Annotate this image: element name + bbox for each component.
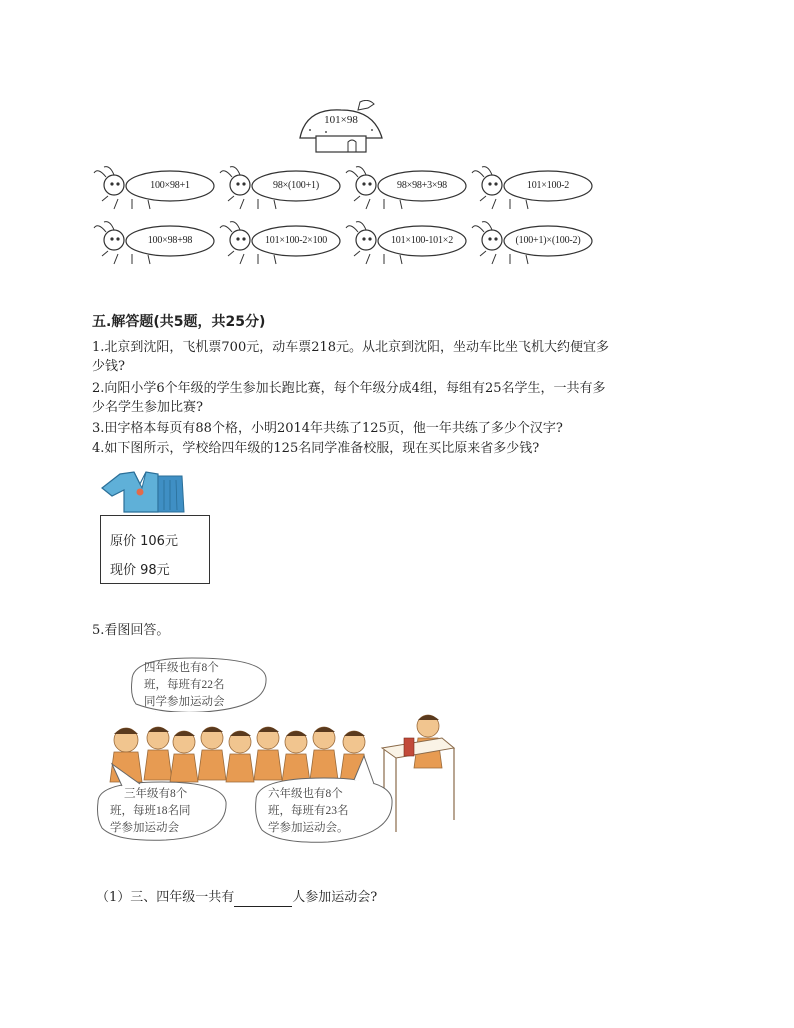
ant-expression: 100×98+1 bbox=[150, 180, 190, 191]
question-1-line-2: 少钱? bbox=[92, 359, 125, 374]
ant-card bbox=[92, 163, 218, 213]
ant-card bbox=[218, 163, 344, 213]
ant-expression: (100+1)×(100-2) bbox=[515, 235, 581, 246]
ant-expression: 101×100-2 bbox=[526, 180, 570, 191]
question-4: 4.如下图所示，学校给四年级的125名同学准备校服，现在买比原来省多少钱? bbox=[92, 441, 540, 456]
ant-expression: 101×100-2×100 bbox=[264, 235, 327, 246]
ant-row-2 bbox=[92, 218, 612, 268]
current-price: 现价 98元 bbox=[110, 563, 170, 578]
ant-card bbox=[470, 163, 596, 213]
speech-bubble-grade-6: 六年级也有8个 班，每班有23名 学参加运动会。 bbox=[268, 788, 349, 834]
question-2-line-2: 少名学生参加比赛? bbox=[92, 400, 203, 415]
school-uniform-illustration bbox=[98, 466, 188, 516]
ant-card bbox=[470, 218, 596, 268]
ant-card bbox=[218, 218, 344, 268]
sub-question-prefix: （1）三、四年级一共有 bbox=[96, 890, 235, 905]
ant-row-1 bbox=[92, 163, 612, 213]
sub-question-suffix: 人参加运动会? bbox=[292, 890, 378, 905]
question-2-line-1: 2.向阳小学6个年级的学生参加长跑比赛，每个年级分成4组，每组有25名学生，一共有多 bbox=[92, 381, 606, 396]
sports-meeting-illustration bbox=[92, 652, 462, 852]
ant-expression: 101×100-101×2 bbox=[390, 235, 453, 246]
question-5: 5.看图回答。 bbox=[92, 623, 170, 638]
speech-bubble-grade-4: 四年级也有8个 班，每班有22名 同学参加运动会 bbox=[144, 662, 225, 708]
ant-card bbox=[344, 163, 470, 213]
answer-blank[interactable] bbox=[234, 892, 292, 907]
original-price: 原价 106元 bbox=[110, 534, 178, 549]
ant-expression: 98×(100+1) bbox=[273, 180, 319, 191]
speech-bubble-grade-3: 三年级有8个 班，每班18名同 学参加运动会 bbox=[110, 788, 191, 834]
mushroom-house-illustration bbox=[296, 100, 386, 156]
question-1-line-1: 1.北京到沈阳，飞机票700元，动车票218元。从北京到沈阳，坐动车比坐飞机大约便宜多 bbox=[92, 340, 610, 355]
ant-expression: 100×98+98 bbox=[147, 235, 193, 246]
ant-card bbox=[92, 218, 218, 268]
sub-question-1 bbox=[96, 889, 706, 907]
house-label: 101×98 bbox=[324, 114, 358, 126]
ant-card bbox=[344, 218, 470, 268]
price-box bbox=[100, 515, 210, 584]
section-title: 五.解答题(共5题，共25分) bbox=[92, 314, 266, 330]
ant-expression: 98×98+3×98 bbox=[397, 180, 447, 191]
question-3: 3.田字格本每页有88个格，小明2014年共练了125页，他一年共练了多少个汉字? bbox=[92, 421, 563, 436]
